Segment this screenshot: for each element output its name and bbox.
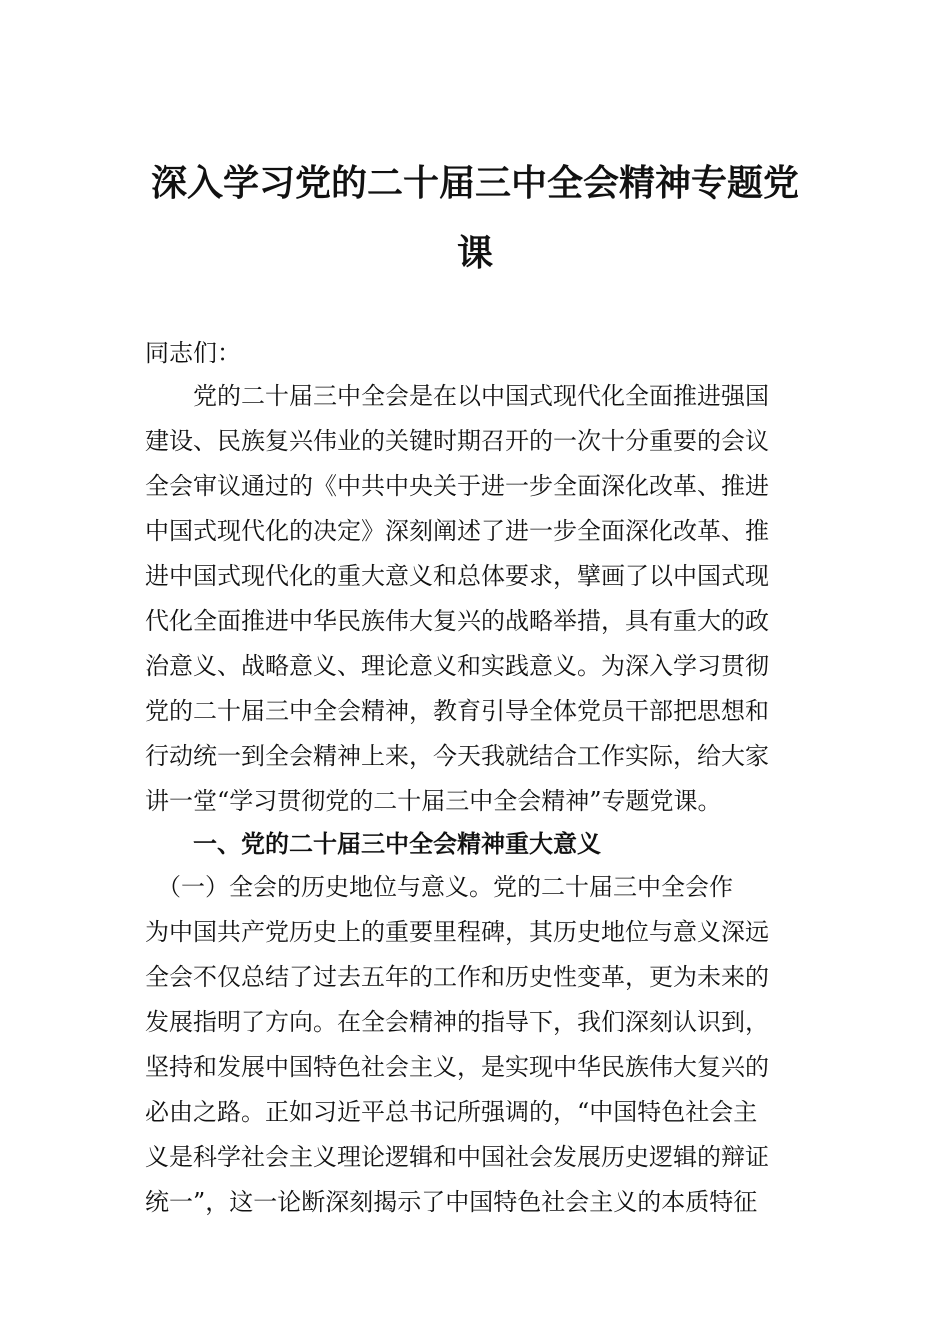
body-line: 行动统一到全会精神上来，今天我就结合工作实际，给大家 (145, 742, 769, 770)
body-line: 为中国共产党历史上的重要里程碑，其历史地位与意义深远 (145, 918, 769, 946)
body-line: 全会不仅总结了过去五年的工作和历史性变革，更为未来的 (145, 963, 769, 991)
document-title-line-1: 深入学习党的二十届三中全会精神专题党 (150, 162, 799, 204)
body-line: 统一”，这一论断深刻揭示了中国特色社会主义的本质特征 (145, 1188, 758, 1216)
body-line: 党的二十届三中全会是在以中国式现代化全面推进强国 (145, 382, 769, 410)
document-title-line-2: 课 (456, 232, 493, 274)
section-heading: 一、党的二十届三中全会精神重大意义 (145, 830, 601, 858)
body-line: 治意义、战略意义、理论意义和实践意义。为深入学习贯彻 (145, 652, 769, 680)
body-line: 义是科学社会主义理论逻辑和中国社会发展历史逻辑的辩证 (145, 1143, 769, 1171)
body-line: 坚持和发展中国特色社会主义，是实现中华民族伟大复兴的 (145, 1053, 769, 1081)
body-line: 进中国式现代化的重大意义和总体要求，擘画了以中国式现 (145, 562, 769, 590)
body-line: 建设、民族复兴伟业的关键时期召开的一次十分重要的会议 (145, 427, 769, 455)
body-line: 中国式现代化的决定》深刻阐述了进一步全面深化改革、推 (145, 517, 769, 545)
body-line: 必由之路。正如习近平总书记所强调的，“中国特色社会主 (145, 1098, 758, 1126)
salutation: 同志们： (145, 339, 241, 367)
body-line: （一）全会的历史地位与意义。党的二十届三中全会作 (145, 873, 733, 901)
body-line: 党的二十届三中全会精神，教育引导全体党员干部把思想和 (145, 697, 769, 725)
body-line: 代化全面推进中华民族伟大复兴的战略举措，具有重大的政 (145, 607, 769, 635)
body-line: 讲一堂“学习贯彻党的二十届三中全会精神”专题党课。 (145, 787, 722, 815)
body-line: 发展指明了方向。在全会精神的指导下，我们深刻认识到， (145, 1008, 769, 1036)
body-line: 全会审议通过的《中共中央关于进一步全面深化改革、推进 (145, 472, 769, 500)
